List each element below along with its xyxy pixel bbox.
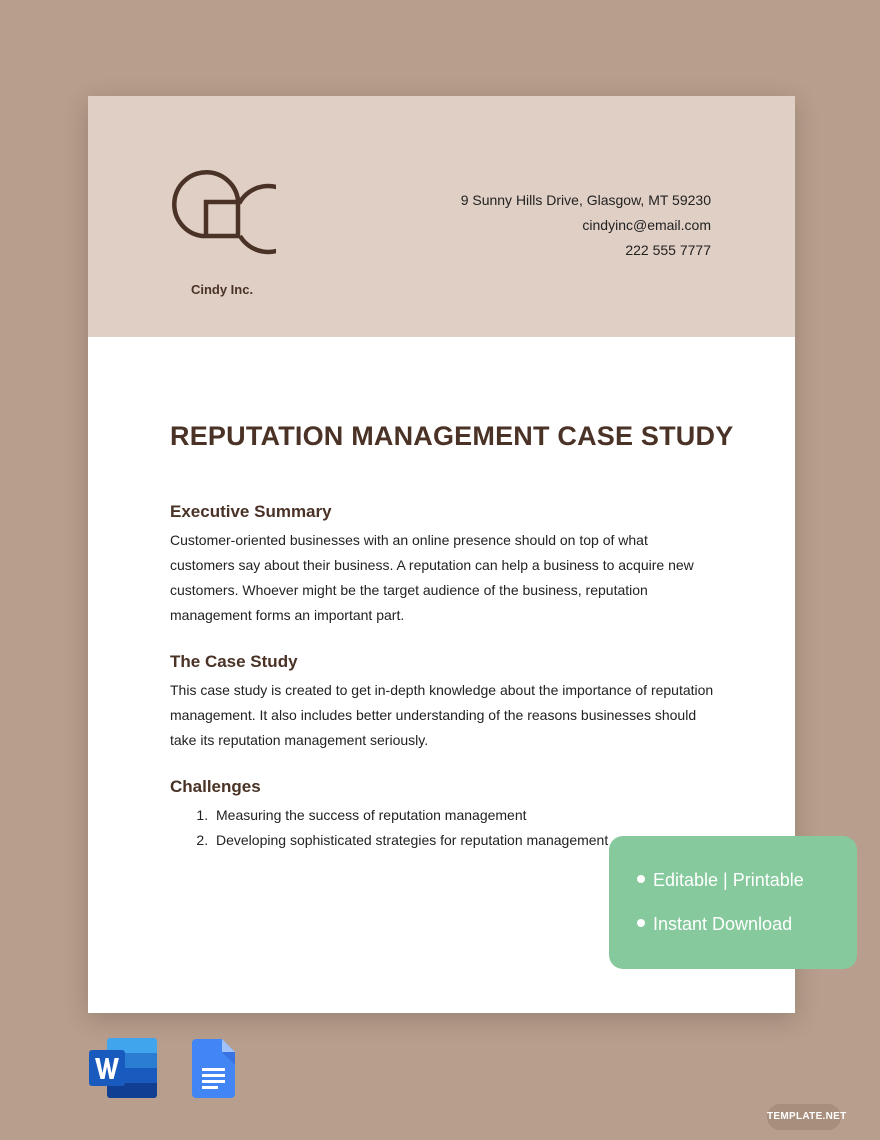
section-heading: The Case Study bbox=[170, 652, 298, 671]
section-case-study bbox=[170, 652, 715, 753]
list-item: 1. Measuring the success of reputation management bbox=[212, 803, 715, 828]
company-email: cindyinc@email.com bbox=[582, 217, 711, 233]
watermark-badge: TEMPLATE.NET bbox=[767, 1104, 841, 1130]
company-phone: 222 555 7777 bbox=[625, 242, 711, 258]
section-paragraph: Customer-oriented businesses with an online presence should on top of what customers say about their business. A reputation can help a business to acquire new customers. Whoever might be the target audience of the business, reputation management forms an important part. bbox=[170, 532, 694, 623]
badge-label: Instant Download bbox=[653, 914, 793, 934]
document-title: REPUTATION MANAGEMENT CASE STUDY bbox=[170, 421, 734, 451]
google-docs-icon[interactable] bbox=[192, 1039, 235, 1098]
features-badge bbox=[609, 836, 857, 969]
company-logo-icon bbox=[170, 166, 276, 272]
contact-info bbox=[461, 188, 711, 263]
company-address: 9 Sunny Hills Drive, Glasgow, MT 59230 bbox=[460, 192, 711, 208]
section-heading: Challenges bbox=[170, 777, 261, 796]
bullet-dot-icon bbox=[637, 919, 645, 927]
badge-item-download bbox=[637, 914, 792, 935]
section-heading: Executive Summary bbox=[170, 502, 332, 521]
document-body bbox=[170, 421, 734, 853]
company-name: Cindy Inc. bbox=[190, 282, 254, 297]
badge-item-editable bbox=[637, 870, 804, 891]
section-executive-summary bbox=[170, 502, 715, 628]
microsoft-word-icon[interactable] bbox=[89, 1038, 157, 1098]
document-header bbox=[88, 96, 795, 337]
section-paragraph: This case study is created to get in-depth knowledge about the importance of reputation management. It also includes better understanding of the reasons businesses should take its reputation management seriously. bbox=[170, 682, 714, 748]
badge-label: Editable | Printable bbox=[653, 870, 804, 890]
bullet-dot-icon bbox=[637, 875, 645, 883]
list-item: 2. Developing sophisticated strategies for reputation management bbox=[212, 828, 715, 853]
